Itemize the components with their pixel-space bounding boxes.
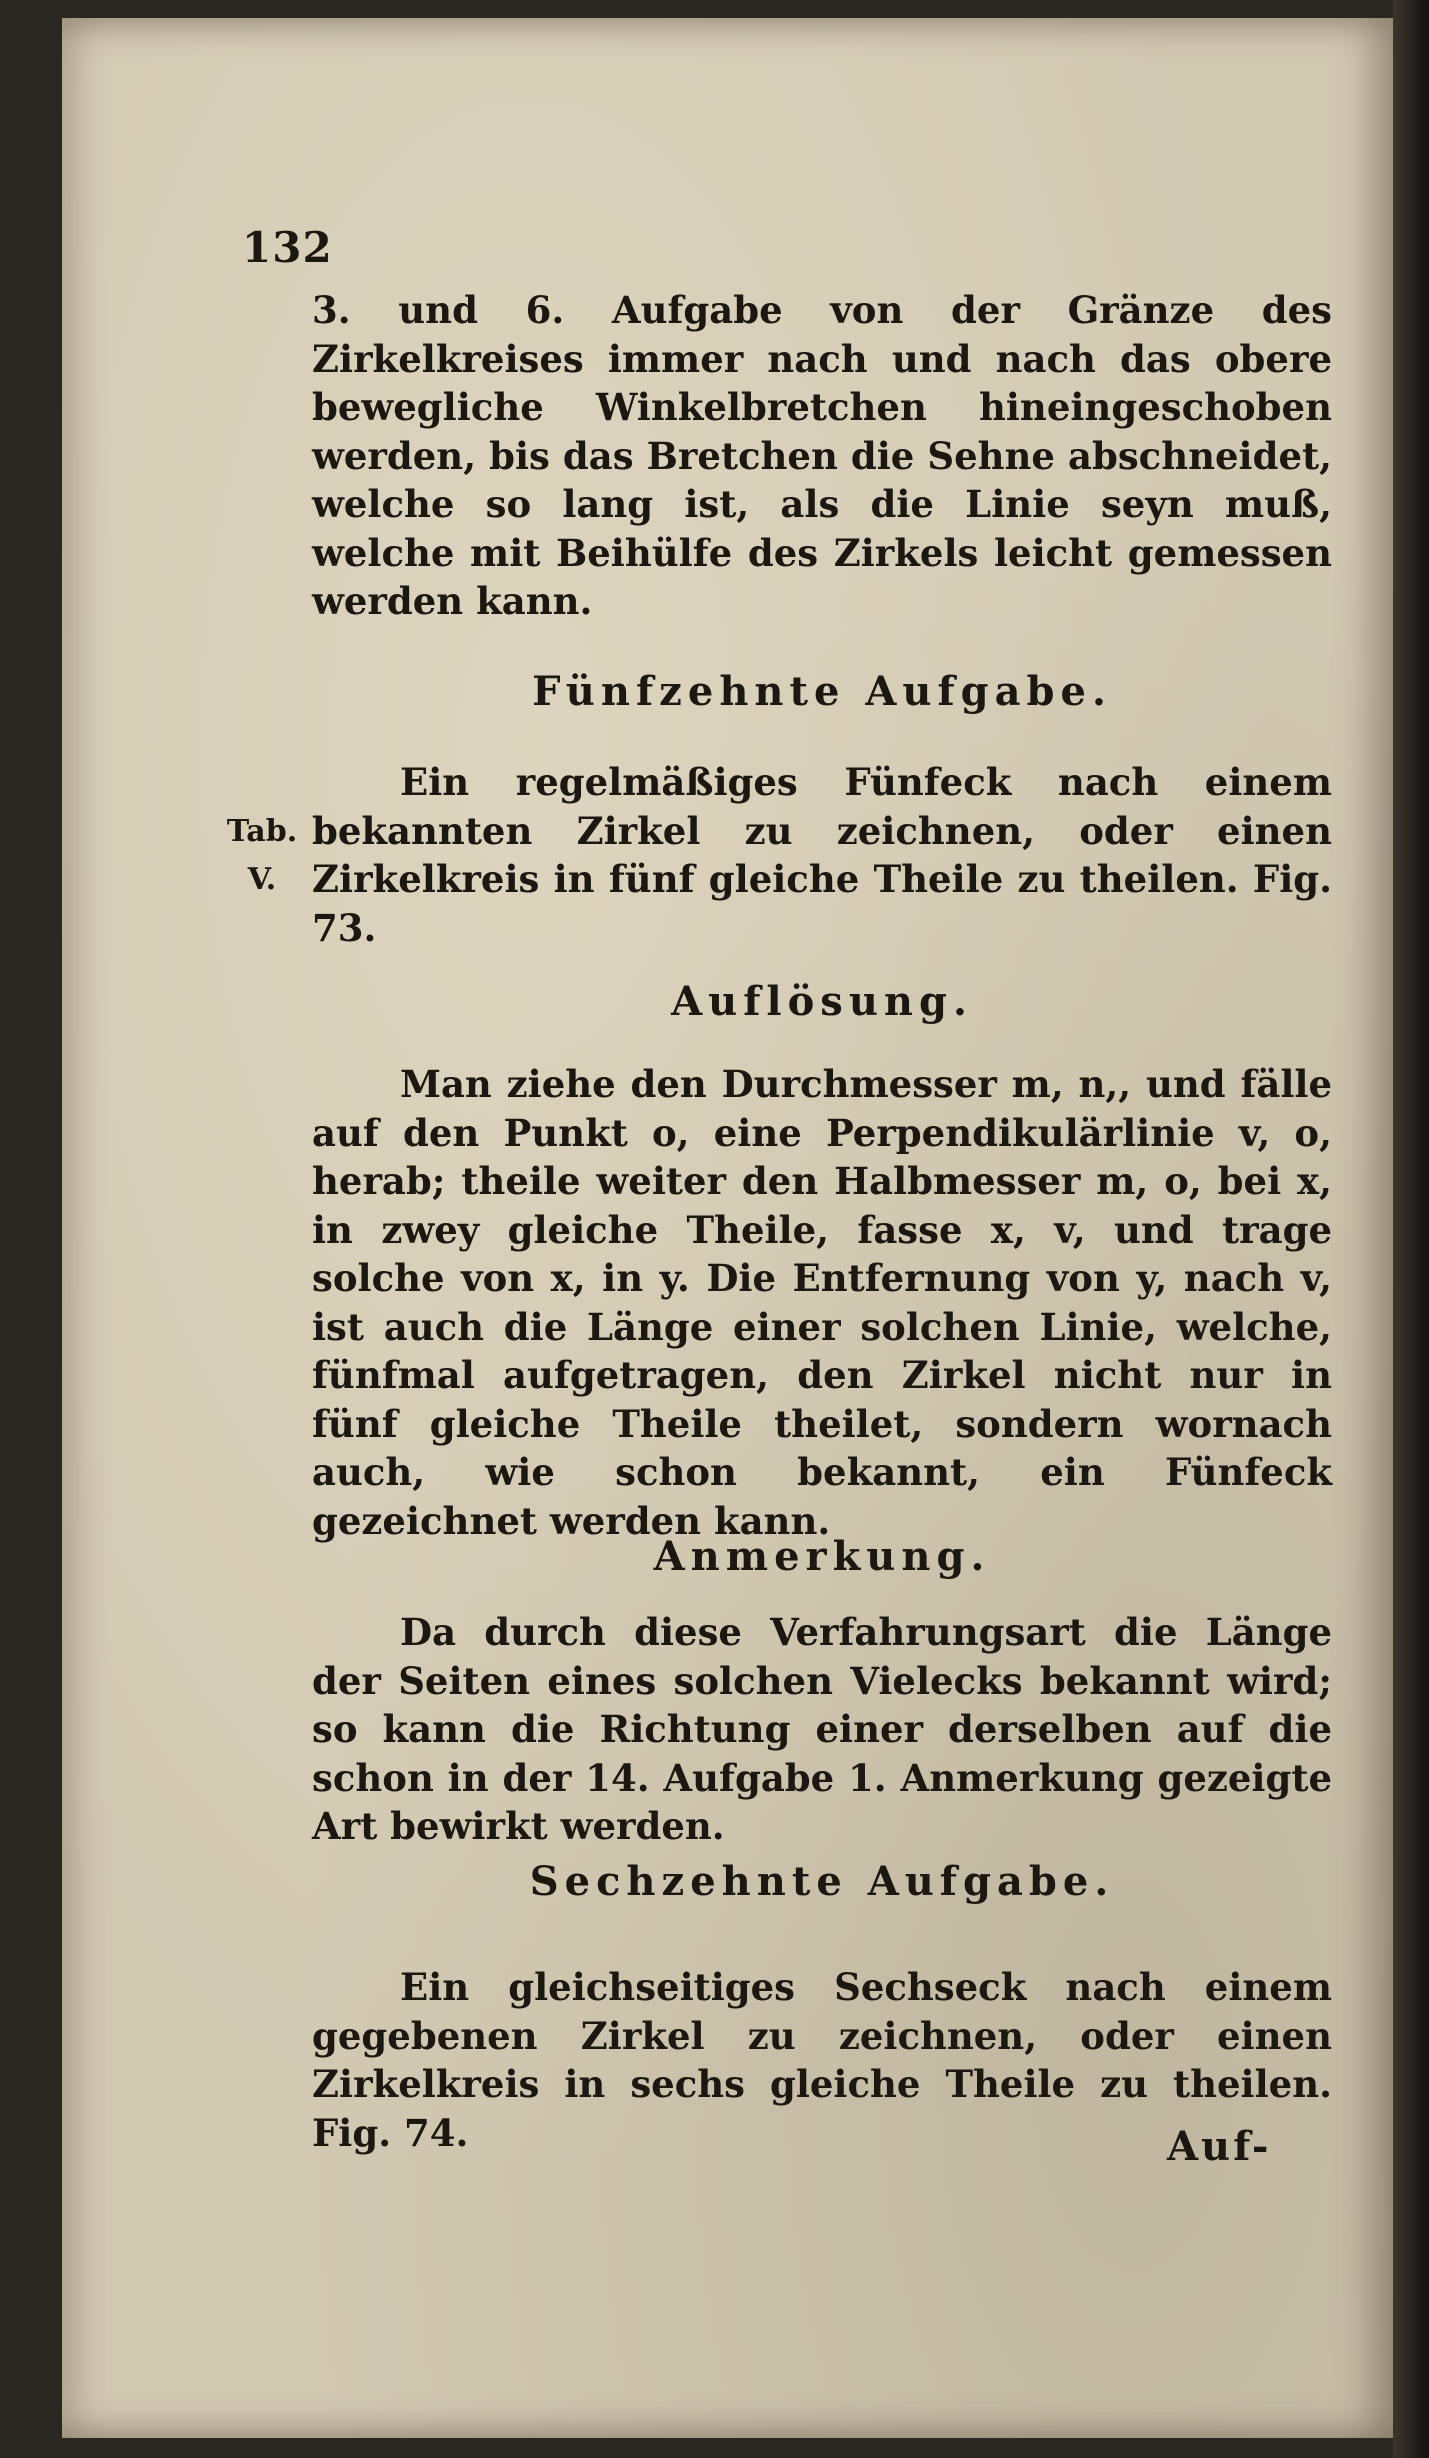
section-16-problem-text: Ein gleichseitiges Sechseck nach einem gegebenen Zirkel zu zeichnen, oder einen Zirkelkreis in sechs gleiche Theile zu theilen. Fig. 74.	[312, 1965, 1332, 2155]
section-15-problem	[312, 758, 1332, 952]
solution-paragraph-text: Man ziehe den Durchmesser m, n,, und fälle auf den Punkt o, eine Perpendikulärlinie v, o, herab; theile weiter den Halbmesser m, o, bei x, in zwey gleiche Theile, fasse x, v, und trage solche von x, in y. Die Entfernung von y, nach v, ist auch die Länge einer solchen Linie, welche, fünfmal aufgetragen, den Zirkel nicht nur in fünf gleiche Theile theilet, sondern wornach auch, wie schon bekannt, ein Fünfeck gezeichnet werden kann.	[312, 1062, 1332, 1543]
section-15-heading: Fünfzehnte Aufgabe.	[532, 668, 1112, 715]
solution-heading: Auflösung.	[671, 978, 973, 1025]
binding-shadow	[1393, 0, 1429, 2458]
continuation-paragraph-text: 3. und 6. Aufgabe von der Gränze des Zirkelkreises immer nach und nach das obere bewegliche Winkelbretchen hineingeschoben werden, bis das Bretchen die Sehne abschneidet, welche so lang ist, als die Linie seyn muß, welche mit Beihülfe des Zirkels leicht gemessen werden kann.	[312, 288, 1332, 623]
book-page	[62, 18, 1402, 2438]
solution-paragraph	[312, 1060, 1332, 1545]
margin-note-plate-line: V.	[247, 862, 277, 897]
remark-paragraph	[312, 1608, 1332, 1851]
margin-note-tab	[222, 808, 302, 904]
remark-paragraph-text: Da durch diese Verfahrungsart die Länge der Seiten eines solchen Vielecks bekannt wird; so kann die Richtung einer derselben auf die schon in der 14. Aufgabe 1. Anmerkung gezeigte Art bewirkt werden.	[312, 1610, 1332, 1848]
page-number: 132	[242, 223, 333, 272]
margin-note-tab-line: Tab.	[226, 814, 298, 849]
section-15-problem-text: Ein regelmäßiges Fünfeck nach einem bekannten Zirkel zu zeichnen, oder einen Zirkelkreis in fünf gleiche Theile zu theilen. Fig. 73.	[312, 760, 1332, 950]
remark-heading: Anmerkung.	[653, 1533, 991, 1580]
section-16-heading: Sechzehnte Aufgabe.	[529, 1858, 1115, 1905]
catchword: Auf-	[1167, 2123, 1272, 2170]
continuation-paragraph	[312, 286, 1332, 626]
